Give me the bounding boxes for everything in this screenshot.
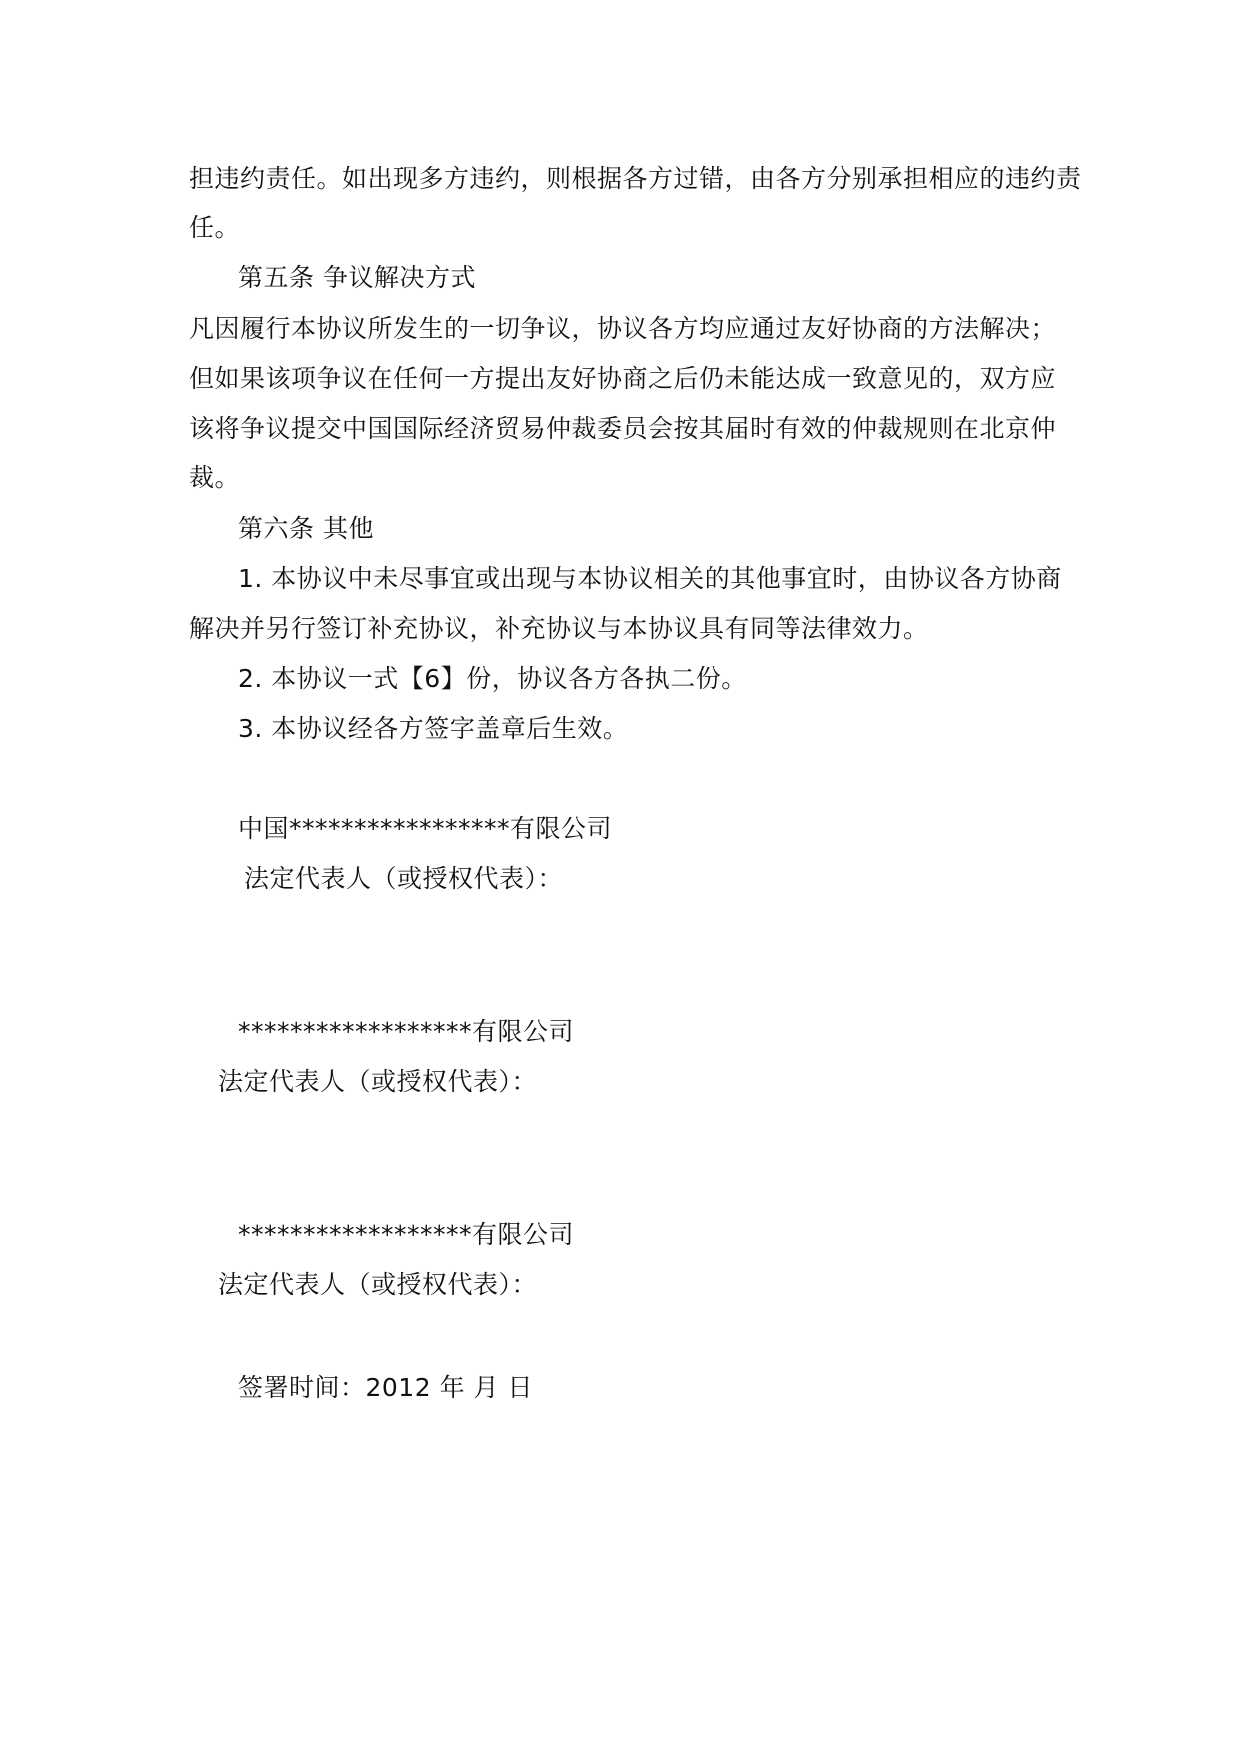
party-1-name: 中国*****************有限公司 bbox=[238, 814, 613, 843]
clause-item-1: 1. 本协议中未尽事宜或出现与本协议相关的其他事宜时，由协议各方协商 bbox=[238, 564, 1062, 593]
clause-item-3: 3. 本协议经各方签字盖章后生效。 bbox=[238, 714, 629, 743]
clause-text-line: 任。 bbox=[189, 213, 241, 242]
clause-text-line: 该将争议提交中国国际经济贸易仲裁委员会按其届时有效的仲裁规则在北京仲 bbox=[189, 414, 1057, 443]
clause-text-line: 裁。 bbox=[189, 463, 241, 492]
clause-text-line: 凡因履行本协议所发生的一切争议，协议各方均应通过友好协商的方法解决； bbox=[189, 314, 1057, 343]
party-3-name: ******************有限公司 bbox=[238, 1220, 575, 1249]
party-2-representative: 法定代表人（或授权代表）： bbox=[218, 1067, 538, 1096]
party-2-name: ******************有限公司 bbox=[238, 1017, 575, 1046]
clause-text-line: 担违约责任。如出现多方违约，则根据各方过错，由各方分别承担相应的违约责 bbox=[189, 164, 1082, 193]
party-1-representative: 法定代表人（或授权代表）： bbox=[244, 864, 564, 893]
clause-item-2: 2. 本协议一式【6】份，协议各方各执二份。 bbox=[238, 664, 747, 693]
article-6-heading: 第六条 其他 bbox=[238, 514, 374, 543]
signing-date: 签署时间：2012 年 月 日 bbox=[238, 1373, 533, 1402]
clause-text-line: 但如果该项争议在任何一方提出友好协商之后仍未能达成一致意见的，双方应 bbox=[189, 364, 1057, 393]
article-5-heading: 第五条 争议解决方式 bbox=[238, 263, 476, 292]
party-3-representative: 法定代表人（或授权代表）： bbox=[218, 1270, 538, 1299]
clause-text-line: 解决并另行签订补充协议，补充协议与本协议具有同等法律效力。 bbox=[189, 614, 929, 643]
